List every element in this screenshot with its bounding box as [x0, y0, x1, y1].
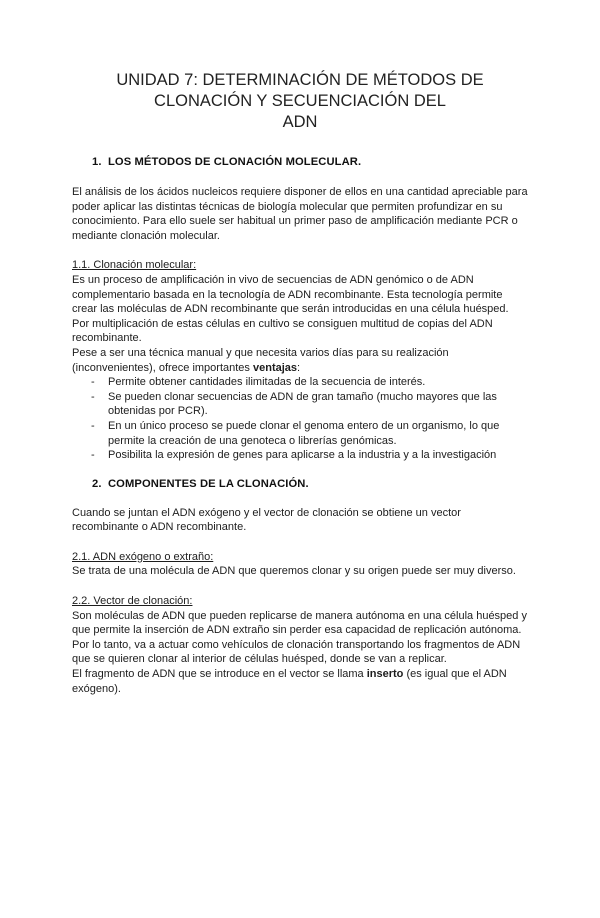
- section-2-number: 2.: [92, 477, 102, 490]
- advantages-list: [72, 375, 528, 463]
- inserto-emphasis: inserto: [366, 668, 404, 681]
- para-2-rest: (es igual que el ADN exógeno).: [72, 668, 507, 695]
- section-2-title: COMPONENTES DE LA CLONACIÓN.: [108, 477, 309, 490]
- section-1-number: 1.: [92, 156, 102, 168]
- page-title: [72, 70, 528, 133]
- title-line-2: CLONACIÓN Y SECUENCIACIÓN DEL: [154, 92, 446, 110]
- para-2-text: El fragmento de ADN que se introduce en el vector se llama: [72, 668, 367, 681]
- list-item: - Permite obtener cantidades ilimitadas de la secuencia de interés.: [72, 375, 528, 390]
- section-1-intro: El análisis de los ácidos nucleicos requiere disponer de ellos en una cantidad apreciable para poder aplicar las distintas técnicas de biología molecular que permiten profundizar en su conocimiento. Para ello suele ser habitual un primer paso de amplificación mediante PCR o mediante clonación molecular.: [72, 186, 528, 242]
- subsection-1-1-paragraph-1: Es un proceso de amplificación in vivo de secuencias de ADN genómico o de ADN complementario basada en la tecnología de ADN recombinante. Esta tecnología permite crear las moléculas de ADN recombinante que serán introducidas en una célula huésped. Por multiplicación de estas células en cultivo se consiguen multitud de copias del ADN recombinante.: [72, 273, 509, 345]
- section-2-heading: [72, 477, 528, 491]
- para-2-colon: :: [297, 361, 301, 374]
- title-line-3: ADN: [282, 113, 318, 131]
- subsection-2-1-paragraph: Se trata de una molécula de ADN que queremos clonar y su origen puede ser muy diverso.: [72, 565, 516, 578]
- subsection-2-2-paragraph-2: [72, 667, 528, 696]
- list-item: - Posibilita la expresión de genes para aplicarse a la industria y a la investigación: [72, 448, 528, 463]
- section-1-heading: [72, 155, 528, 169]
- title-line-1: UNIDAD 7: DETERMINACIÓN DE MÉTODOS DE: [116, 71, 484, 89]
- list-item: - En un único proceso se puede clonar el genoma entero de un organismo, lo que permite la creación de una genoteca o librerías genómicas.: [72, 419, 528, 448]
- subsection-2-2-heading: 2.2. Vector de clonación:: [72, 595, 193, 608]
- para-2-text: Pese a ser una técnica manual y que necesita varios días para su realización (inconvenientes), ofrece importantes: [72, 346, 449, 374]
- ventajas-emphasis: ventajas: [252, 361, 298, 374]
- list-item: - Se pueden clonar secuencias de ADN de gran tamaño (mucho mayores que las obtenidas por PCR).: [72, 390, 528, 419]
- subsection-2-1-heading: 2.1. ADN exógeno o extraño:: [72, 550, 214, 563]
- section-2-intro: Cuando se juntan el ADN exógeno y el vector de clonación se obtiene un vector recombinante o ADN recombinante.: [72, 506, 461, 534]
- subsection-2-2-paragraph-1: Son moléculas de ADN que pueden replicarse de manera autónoma en una célula huésped y que permite la inserción de ADN extraño sin perder esa capacidad de replicación autónoma. Por lo tanto, va a actuar como vehículos de clonación transportando los fragmentos de ADN que se quieren clonar al interior de células huésped, donde se van a replicar.: [72, 609, 527, 666]
- subsection-1-1-heading: 1.1. Clonación molecular:: [72, 259, 197, 272]
- section-1-title: LOS MÉTODOS DE CLONACIÓN MOLECULAR.: [108, 156, 362, 168]
- document-page: [0, 70, 600, 918]
- subsection-1-1-paragraph-2: [72, 346, 528, 375]
